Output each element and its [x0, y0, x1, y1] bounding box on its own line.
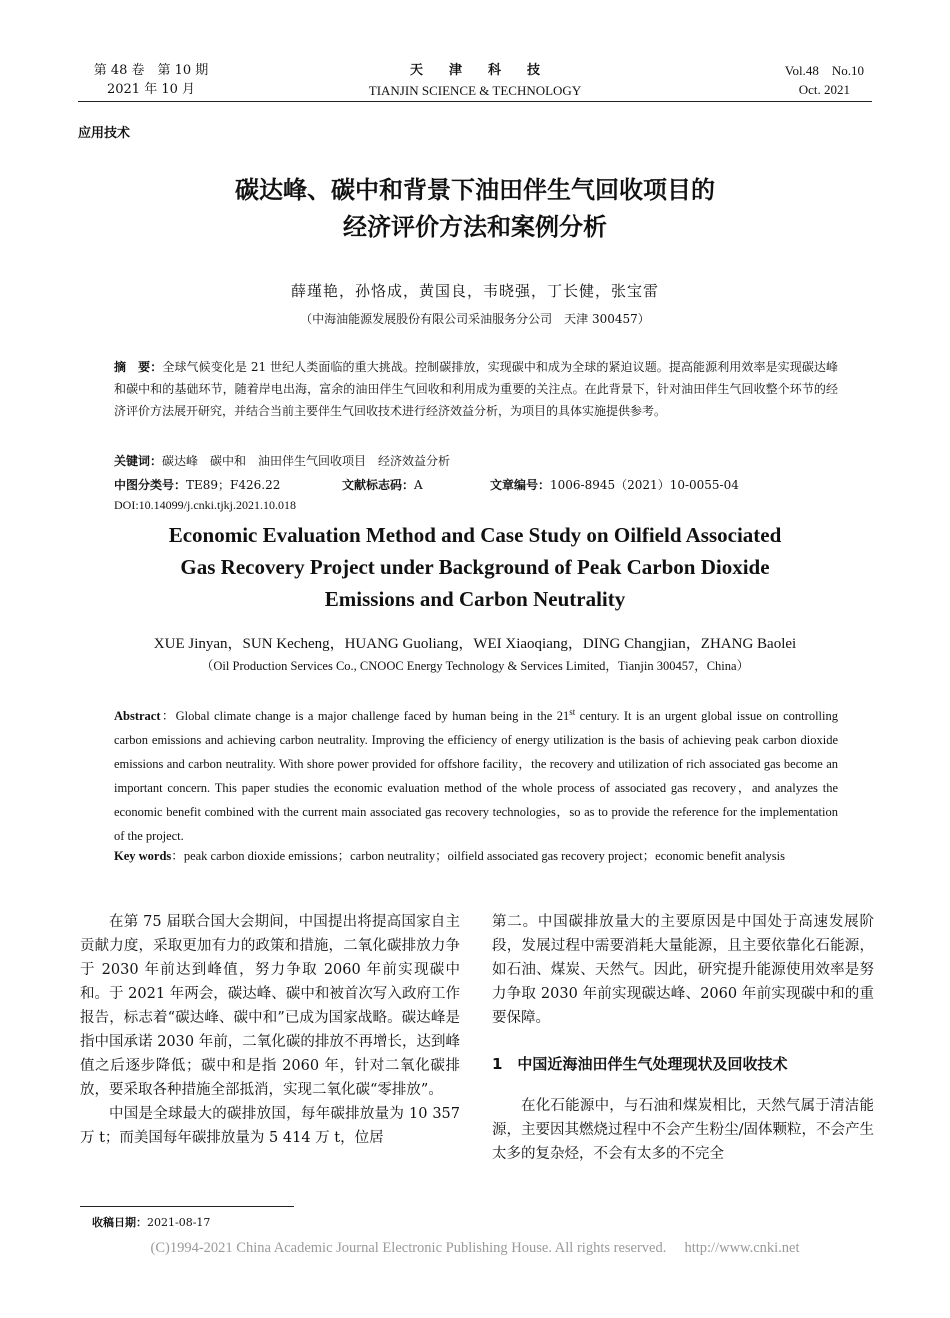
- footnote-rule: [80, 1206, 294, 1207]
- abstract-cn-label: 摘 要：: [114, 360, 163, 374]
- header-right: [785, 61, 864, 99]
- abstract-en-text-a: Global climate change is a major challenge faced by human being in the 21: [175, 709, 570, 724]
- article-number: [490, 475, 739, 495]
- section-heading: 1 中国近海油田伴生气处理现状及回收技术: [492, 1055, 788, 1073]
- title-en: [78, 519, 872, 615]
- body-paragraph: 在化石能源中，与石油和煤炭相比，天然气属于清洁能源，主要因其燃烧过程中不会产生粉尘/固体颗粒，不会产生太多的复杂烃，不会有太多的不完全: [492, 1098, 874, 1162]
- section-tag: 应用技术: [78, 126, 131, 141]
- title-en-line1: Economic Evaluation Method and Case Study on Oilfield Associated: [168, 523, 782, 547]
- abstract-en-text-b: century. It is an urgent global issue on controlling carbon emissions and achieving carbon neutrality. Improving the efficiency of energy utilization is the basis of achieving peak carbon dioxide emissions and carbon neutrality. With shore power provided for offshore facility，the recovery and utilization of rich associated gas become an important concern. This paper studies the economic evaluation method of the whole process of associated gas recovery，and analyzes the economic benefit combined with the current main associated gas recovery technologies，so as to provide the reference for the implementation of the project.: [114, 709, 838, 844]
- footnote-value: 2021-08-17: [147, 1216, 211, 1229]
- authors-en: XUE Jinyan，SUN Kecheng，HUANG Guoliang，WEI Xiaoqiang，DING Changjian，ZHANG Baolei: [153, 636, 797, 652]
- doc-label: 文献标志码：: [342, 478, 415, 492]
- issue-date-en: Oct. 2021: [798, 82, 851, 97]
- title-cn-line1: 碳达峰、碳中和背景下油田伴生气回收项目的: [235, 176, 715, 204]
- journal-name-en: TIANJIN SCIENCE & TECHNOLOGY: [368, 83, 582, 98]
- abstract-cn-text: 全球气候变化是 21 世纪人类面临的重大挑战。控制碳排放，实现碳中和成为全球的紧迫议题。提高能源利用效率是实现碳达峰和碳中和的基础环节，随着岸电出海，富余的油田伴生气回收和利用成为重要的关注点。在此背景下，针对油田伴生气回收整个环节的经济评价方法展开研究，并结合当前主要伴生气回收技术进行经济效益分析，为项目的具体实施提供参考。: [114, 360, 838, 418]
- keywords-en-text: peak carbon dioxide emissions；carbon neutrality；oilfield associated gas recovery project；economic benefit analysis: [183, 849, 786, 863]
- footnote-received-date: [92, 1214, 210, 1230]
- body-paragraph: 中国是全球最大的碳排放国，每年碳排放量为 10 357 万 t；而美国每年碳排放量为 5 414 万 t，位居: [80, 1106, 460, 1146]
- keywords-en: [114, 844, 838, 868]
- clc-label: 中图分类号：: [114, 478, 187, 492]
- keywords-cn-label: 关键词：: [114, 454, 163, 468]
- body-column-right: [492, 910, 874, 1166]
- abstract-cn: [114, 356, 838, 422]
- keywords-cn-text: 碳达峰 碳中和 油田伴生气回收项目 经济效益分析: [162, 454, 451, 468]
- affiliation-cn: （中海油能源发展股份有限公司采油服务分公司 天津 300457）: [300, 312, 650, 326]
- affiliation-en: （Oil Production Services Co., CNOOC Energy Technology & Services Limited，Tianjin 300457，China）: [200, 659, 750, 673]
- doc-code: [342, 475, 490, 495]
- doi: DOI:10.14099/j.cnki.tjkj.2021.10.018: [114, 498, 296, 512]
- title-en-line2: Gas Recovery Project under Background of Peak Carbon Dioxide: [180, 555, 770, 579]
- keywords-en-colon: ：: [171, 849, 184, 863]
- footnote-label: 收稿日期：: [92, 1216, 147, 1229]
- header-center: [355, 61, 595, 101]
- clc-value: TE89；F426.22: [186, 478, 281, 492]
- journal-name-cn: 天津科技: [409, 63, 566, 78]
- authors-cn: 薛瑾艳，孙恪成，黄国良，韦晓强，丁长健，张宝雷: [290, 282, 659, 300]
- volume-issue: 第 48 卷 第 10 期: [93, 63, 209, 78]
- clc-code: [114, 475, 342, 495]
- body-paragraph: 第二。中国碳排放量大的主要原因是中国处于高速发展阶段，发展过程中需要消耗大量能源，且主要依靠化石能源，如石油、煤炭、天然气。因此，研究提升能源使用效率是努力争取 2030 年前实现碳达峰、2060 年前实现碳中和的重要保障。: [492, 914, 874, 1026]
- header-rule: [78, 101, 872, 102]
- title-en-line3: Emissions and Carbon Neutrality: [324, 587, 626, 611]
- title-cn: [78, 172, 872, 246]
- doc-value: A: [414, 478, 423, 492]
- abstract-en-label: Abstract: [114, 709, 161, 724]
- header-left: [86, 61, 216, 99]
- abstract-en-sup: st: [569, 707, 576, 717]
- volume-issue-en: Vol.48 No.10: [784, 63, 864, 78]
- abstract-en-colon: ：: [160, 709, 176, 724]
- title-cn-line2: 经济评价方法和案例分析: [343, 213, 607, 241]
- article-label: 文章编号：: [490, 478, 551, 492]
- abstract-en: [114, 700, 838, 848]
- issue-date-cn: 2021 年 10 月: [106, 82, 196, 97]
- body-column-left: [80, 910, 460, 1150]
- article-value: 1006-8945（2021）10-0055-04: [550, 478, 739, 492]
- keywords-en-label: Key words: [114, 849, 172, 863]
- keywords-cn: [114, 451, 838, 471]
- classification-line: [114, 475, 854, 495]
- body-paragraph: 在第 75 届联合国大会期间，中国提出将提高国家自主贡献力度，采取更加有力的政策和措施，二氧化碳排放力争于 2030 年前达到峰值，努力争取 2060 年前实现碳中和。于 2021 年两会，碳达峰、碳中和被首次写入政府工作报告，标志着“碳达峰、碳中和”已成为国家战略。碳达峰是指中国承诺 2030 年前，二氧化碳的排放不再增长，达到峰值之后逐步降低；碳中和是指 2060 年，针对二氧化碳排放，要采取各种措施全部抵消，实现二氧化碳“零排放”。: [80, 914, 460, 1098]
- copyright-notice: (C)1994-2021 China Academic Journal Electronic Publishing House. All rights reserved. http://www.cnki.net: [150, 1240, 800, 1256]
